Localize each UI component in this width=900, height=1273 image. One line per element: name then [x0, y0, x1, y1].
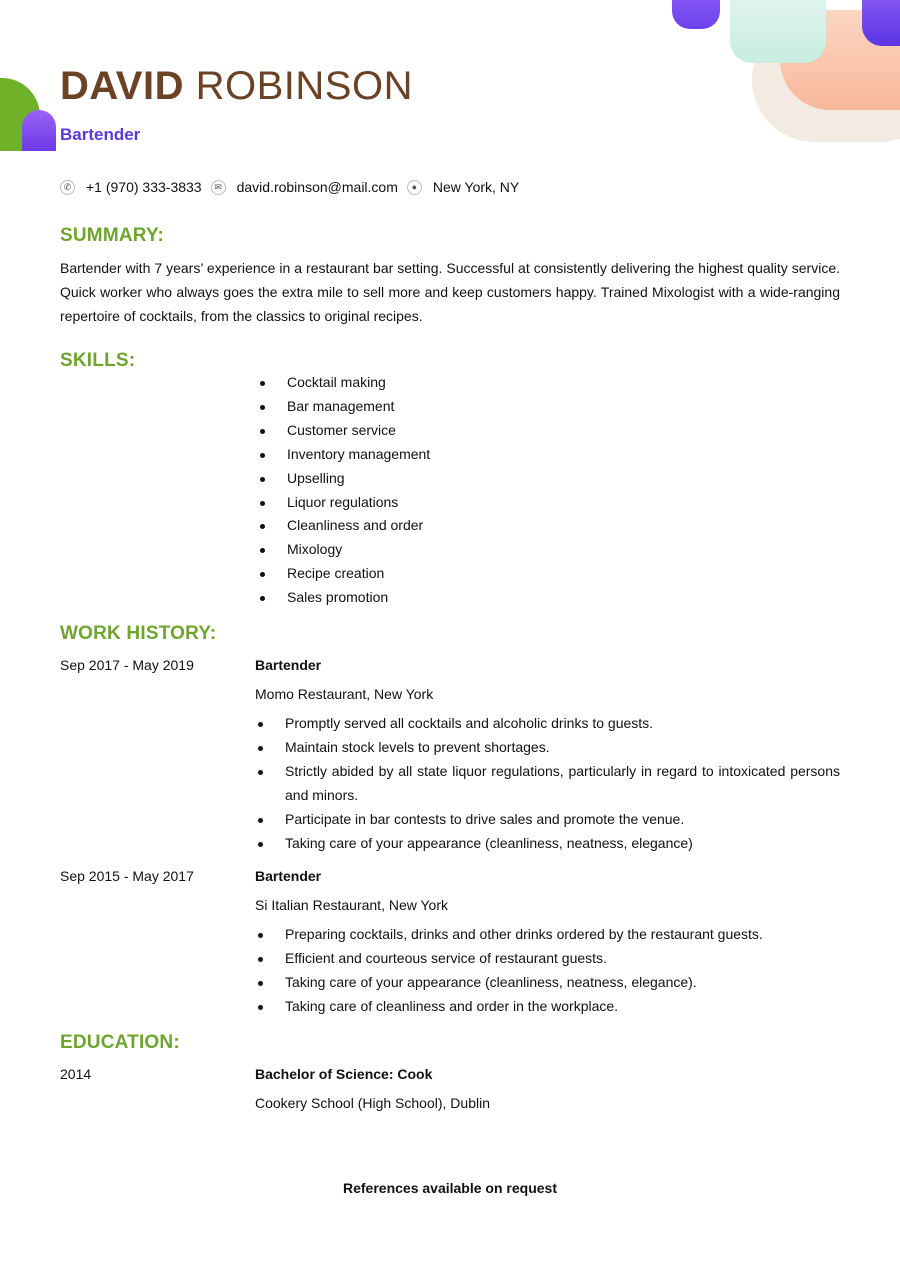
- summary-text: Bartender with 7 years’ experience in a restaurant bar setting. Successful at consistently delivering the highest quality service. Quick worker who always goes the extra mile to sell more and keep customers happy. Trained Mixologist with a wide-ranging repertoire of cocktails, from the classics to original recipes.: [60, 260, 840, 324]
- phone-icon: ✆: [60, 180, 75, 195]
- references-note: References available on request: [343, 1180, 557, 1196]
- job-duties-list: [258, 923, 840, 1019]
- decorative-shape-mint: [730, 0, 826, 63]
- skill-item: Customer service: [260, 419, 430, 443]
- decorative-shape-purple-corner: [862, 0, 900, 46]
- skill-item: Bar management: [260, 395, 430, 419]
- skill-item: Liquor regulations: [260, 491, 430, 515]
- skills-list: [260, 371, 430, 610]
- job-duties-list: [258, 712, 840, 855]
- work-history-heading: WORK HISTORY:: [60, 623, 217, 644]
- skill-item: Sales promotion: [260, 586, 430, 610]
- education-heading: EDUCATION:: [60, 1032, 180, 1053]
- summary-heading: SUMMARY:: [60, 225, 164, 246]
- job-duty: Taking care of your appearance (cleanliness, neatness, elegance).: [258, 971, 840, 995]
- skill-item: Recipe creation: [260, 562, 430, 586]
- job-duty: Taking care of cleanliness and order in the workplace.: [258, 995, 840, 1019]
- skill-item: Upselling: [260, 467, 430, 491]
- location: New York, NY: [432, 179, 520, 195]
- job-dates: Sep 2017 - May 2019: [60, 657, 194, 673]
- education-degree: Bachelor of Science: Cook: [255, 1066, 433, 1082]
- job-employer: Momo Restaurant, New York: [255, 686, 434, 702]
- skill-item: Mixology: [260, 538, 430, 562]
- job-duty: Efficient and courteous service of restaurant guests.: [258, 947, 840, 971]
- job-position: Bartender: [255, 868, 322, 884]
- job-title-heading: Bartender: [60, 125, 141, 144]
- job-duty: Promptly served all cocktails and alcoholic drinks to guests.: [258, 712, 840, 736]
- education-school: Cookery School (High School), Dublin: [255, 1095, 490, 1111]
- decorative-shape-purple-left: [22, 110, 56, 151]
- location-pin-icon: ●: [407, 180, 422, 195]
- job-duty: Strictly abided by all state liquor regulations, particularly in regard to intoxicated persons and minors.: [258, 760, 840, 808]
- skill-item: Cleanliness and order: [260, 514, 430, 538]
- skill-item: Inventory management: [260, 443, 430, 467]
- email-address: david.robinson@mail.com: [236, 179, 398, 195]
- job-employer: Si Italian Restaurant, New York: [255, 897, 448, 913]
- job-dates: Sep 2015 - May 2017: [60, 868, 194, 884]
- last-name: ROBINSON: [195, 64, 413, 108]
- job-duty: Preparing cocktails, drinks and other drinks ordered by the restaurant guests.: [258, 923, 840, 947]
- job-duty: Maintain stock levels to prevent shortages.: [258, 736, 840, 760]
- job-duty: Participate in bar contests to drive sales and promote the venue.: [258, 808, 840, 832]
- education-year: 2014: [60, 1066, 92, 1082]
- candidate-name: [60, 62, 413, 110]
- skill-item: Cocktail making: [260, 371, 430, 395]
- job-position: Bartender: [255, 657, 322, 673]
- job-duty: Taking care of your appearance (cleanliness, neatness, elegance): [258, 832, 840, 856]
- contact-bar: [60, 179, 528, 195]
- first-name: DAVID: [60, 64, 184, 108]
- email-icon: ✉: [211, 180, 226, 195]
- decorative-shape-purple: [672, 0, 720, 29]
- phone-number: +1 (970) 333-3833: [86, 179, 202, 195]
- skills-heading: SKILLS:: [60, 350, 136, 371]
